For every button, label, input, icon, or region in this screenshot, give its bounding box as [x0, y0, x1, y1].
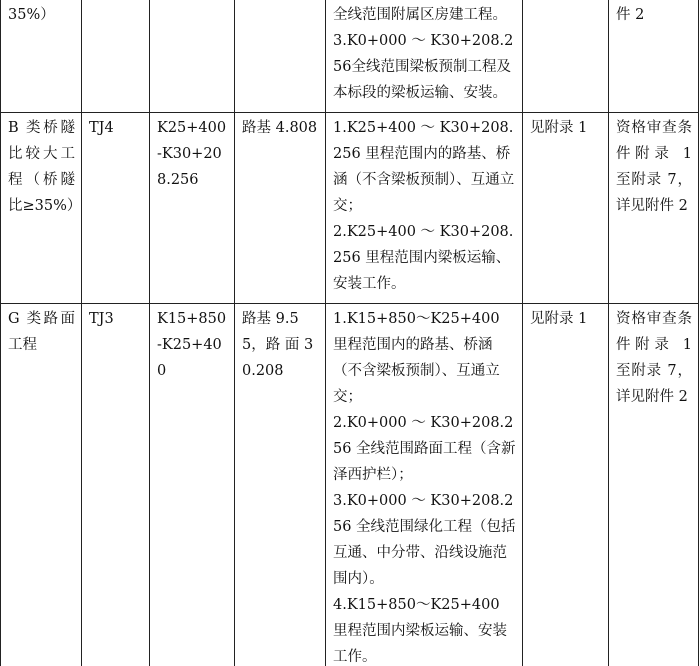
length-cell: 路基 9.55，路 面 30.208 — [235, 304, 326, 666]
section-cell: TJ4 — [82, 113, 150, 304]
requirement-cell: 见附录 1 — [523, 304, 609, 666]
requirement-cell: 见附录 1 — [523, 113, 609, 304]
scope-item: 全线范围附属区房建工程。 — [333, 7, 507, 23]
section-cell — [82, 0, 150, 113]
scope-item: 1.K25+400 ～ K30+208.256 里程范围内的路基、桥涵（不含梁板预制）、互通立交； — [333, 120, 515, 214]
length-cell — [235, 0, 326, 113]
scope-cell — [326, 0, 523, 113]
range-cell: K15+850-K25+400 — [150, 304, 235, 666]
scope-item: 4.K15+850～K25+400 里程范围内梁板运输、安装工作。 — [333, 597, 507, 665]
scope-cell — [326, 304, 523, 666]
range-cell — [150, 0, 235, 113]
section-cell: TJ3 — [82, 304, 150, 666]
table-row — [1, 113, 699, 304]
scope-cell — [326, 113, 523, 304]
scope-item: 3.K0+000 ～ K30+208.256全线范围梁板预制工程及本标段的梁板运输、安装。 — [333, 33, 514, 101]
length-cell: 路基 4.808 — [235, 113, 326, 304]
qualification-cell: 资格审查条件附录 1 至附录 7，详见附件 2 — [609, 113, 699, 304]
category-cell: 35%） — [1, 0, 82, 113]
qualification-cell: 件 2 — [609, 0, 699, 113]
scope-item: 2.K0+000 ～ K30+208.256 全线范围路面工程（含新泽西护栏）； — [333, 415, 516, 483]
table-row — [1, 0, 699, 113]
category-cell: G 类路面工程 — [1, 304, 82, 666]
scope-item: 2.K25+400 ～ K30+208.256 里程范围内梁板运输、安装工作。 — [333, 224, 514, 292]
table-row — [1, 304, 699, 666]
qualification-cell: 资格审查条件附录 1 至附录 7，详见附件 2 — [609, 304, 699, 666]
category-cell: B 类桥隧比较大工程（桥隧比≥35%） — [1, 113, 82, 304]
range-cell: K25+400-K30+208.256 — [150, 113, 235, 304]
scope-item: 1.K15+850～K25+400 里程范围内的路基、桥涵（不含梁板预制）、互通立交； — [333, 311, 500, 405]
requirement-cell — [523, 0, 609, 113]
scope-item: 3.K0+000 ～ K30+208.256 全线范围绿化工程（包括互通、中分带、沿线设施范围内）。 — [333, 493, 516, 587]
